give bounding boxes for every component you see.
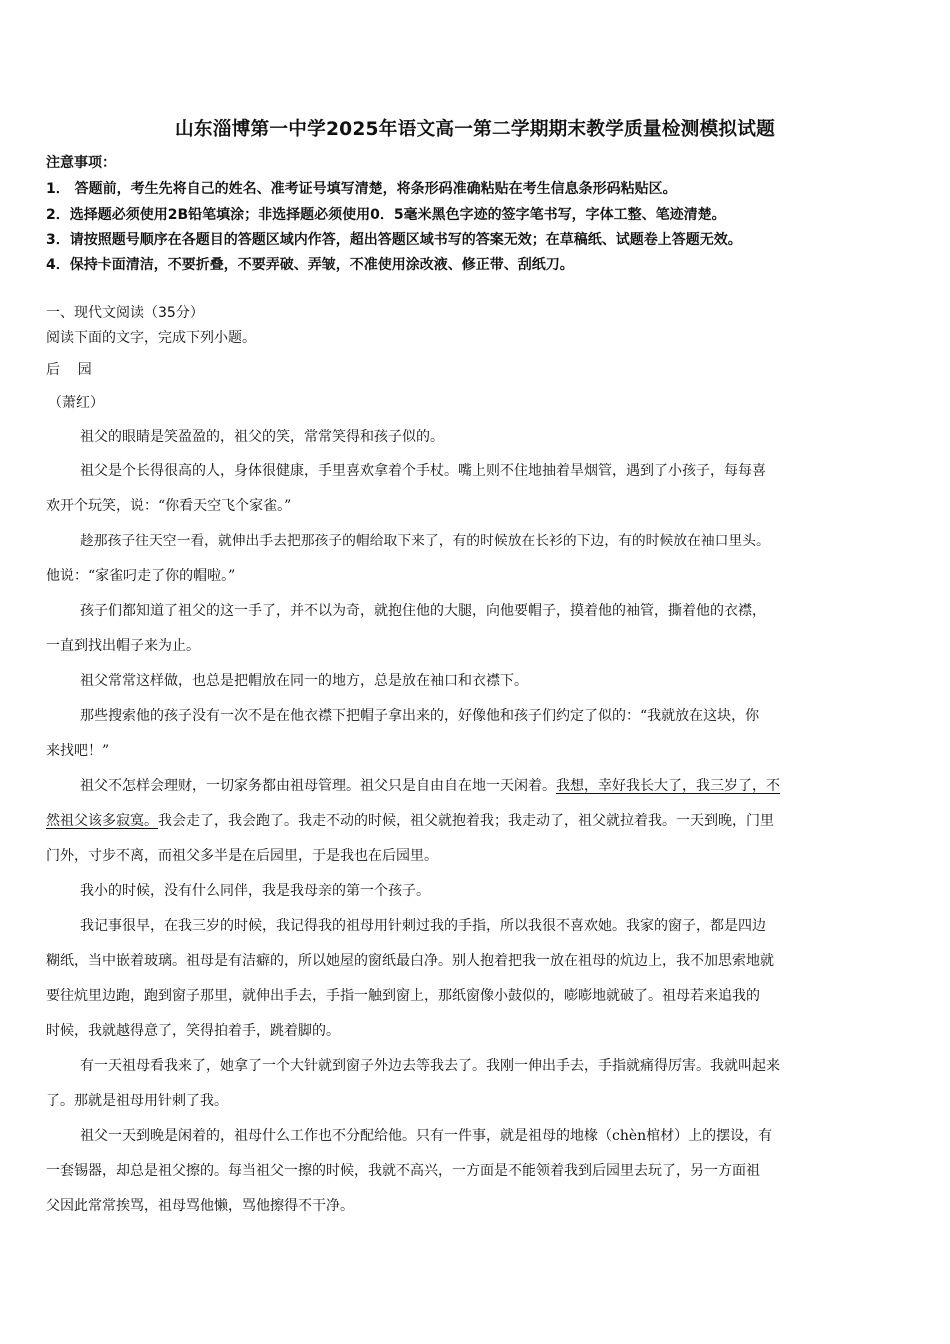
section-heading: 一、现代文阅读（35分） <box>46 305 204 321</box>
passage-line: 祖父的眼睛是笑盈盈的，祖父的笑，常常笑得和孩子似的。 <box>80 429 444 445</box>
passage-line: 有一天祖母看我来了，她拿了一个大针就到窗子外边去等我去了。我刚一伸出手去，手指就痛得厉害。我就叫起来 <box>80 1058 780 1074</box>
passage-line: 那些搜索他的孩子没有一次不是在他衣襟下把帽子拿出来的，好像他和孩子们约定了似的：“我就放在这块，你 <box>80 708 760 724</box>
passage-line: 欢开个玩笑，说：“你看天空飞个家雀。” <box>46 498 292 514</box>
notice-item-3: 3．请按照题号顺序在各题目的答题区域内作答，超出答题区域书写的答案无效；在草稿纸、试题卷上答题无效。 <box>46 232 742 248</box>
passage-line: 祖父是个长得很高的人，身体很健康，手里喜欢拿着个手杖。嘴上则不住地抽着旱烟管，遇到了小孩子，每每喜 <box>80 463 766 479</box>
passage-line: 我小的时候，没有什么同伴，我是我母亲的第一个孩子。 <box>80 883 430 899</box>
exam-title: 山东淄博第一中学2025年语文高一第二学期期末教学质量检测模拟试题 <box>174 119 776 140</box>
passage-text: 祖父不怎样会理财，一切家务都由祖母管理。祖父只是自由自在地一天闲着。 <box>80 778 556 794</box>
underlined-sentence-end: 然祖父该多寂寞。 <box>46 813 158 829</box>
passage-line: 一套锡器，却总是祖父擦的。每当祖父一擦的时候，我就不高兴，一方面是不能领着我到后园里去玩了，另一方面祖 <box>46 1163 760 1179</box>
passage-line: 祖父常常这样做，也总是把帽放在同一的地方，总是放在袖口和衣襟下。 <box>80 673 528 689</box>
passage-line: 糊纸，当中嵌着玻璃。祖母是有洁癖的，所以她屋的窗纸最白净。别人抱着把我一放在祖母的炕边上，我不加思索地就 <box>46 953 774 969</box>
passage-line: 祖父一天到晚是闲着的，祖母什么工作也不分配给他。只有一件事，就是祖母的地椽（chèn棺材）上的摆设，有 <box>80 1128 773 1144</box>
passage-line: 来找吧！” <box>46 743 110 759</box>
passage-text: 我会走了，我会跑了。我走不动的时候，祖父就抱着我；我走动了，祖父就拉着我。一天到晚，门里 <box>158 813 774 829</box>
passage-line: 要往炕里边跑，跑到窗子那里，就伸出手去，手指一触到窗上，那纸窗像小鼓似的，嘭嘭地就破了。祖母若来追我的 <box>46 988 760 1004</box>
underlined-sentence: 我想，幸好我长大了，我三岁了，不 <box>556 778 780 794</box>
notice-heading: 注意事项： <box>46 155 116 171</box>
passage-line <box>46 811 774 831</box>
passage-line: 时候，我就越得意了，笑得拍着手，跳着脚的。 <box>46 1023 340 1039</box>
passage-line: 他说：“家雀叼走了你的帽啦。” <box>46 568 236 584</box>
passage-line: 一直到找出帽子来为止。 <box>46 638 200 654</box>
passage-line: 门外，寸步不离，而祖父多半是在后园里，于是我也在后园里。 <box>46 848 438 864</box>
notice-item-1: 1． 答题前，考生先将自己的姓名、准考证号填写清楚，将条形码准确粘贴在考生信息条形码粘贴区。 <box>46 181 677 197</box>
passage-title: 后 园 <box>46 362 92 378</box>
passage-author: （萧红） <box>48 395 104 411</box>
passage-line: 了。那就是祖母用针刺了我。 <box>46 1093 228 1109</box>
passage-line: 孩子们都知道了祖父的这一手了，并不以为奇，就抱住他的大腿，向他要帽子，摸着他的袖管，撕着他的衣襟， <box>80 603 766 619</box>
notice-item-2: 2．选择题必须使用2B铅笔填涂；非选择题必须使用0．5毫米黑色字迹的签字笔书写，字体工整、笔迹清楚。 <box>46 207 726 223</box>
notice-item-4: 4．保持卡面清洁，不要折叠，不要弄破、弄皱，不准使用涂改液、修正带、刮纸刀。 <box>46 257 574 273</box>
passage-line: 我记事很早，在我三岁的时候，我记得我的祖母用针刺过我的手指，所以我很不喜欢她。我家的窗子，都是四边 <box>80 918 766 934</box>
passage-line: 趁那孩子往天空一看，就伸出手去把那孩子的帽给取下来了，有的时候放在长衫的下边，有的时候放在袖口里头。 <box>80 533 770 549</box>
reading-instruction: 阅读下面的文字，完成下列小题。 <box>46 330 256 346</box>
passage-line: 父因此常常挨骂，祖母骂他懒，骂他擦得不干净。 <box>46 1198 354 1214</box>
passage-line <box>80 776 780 796</box>
